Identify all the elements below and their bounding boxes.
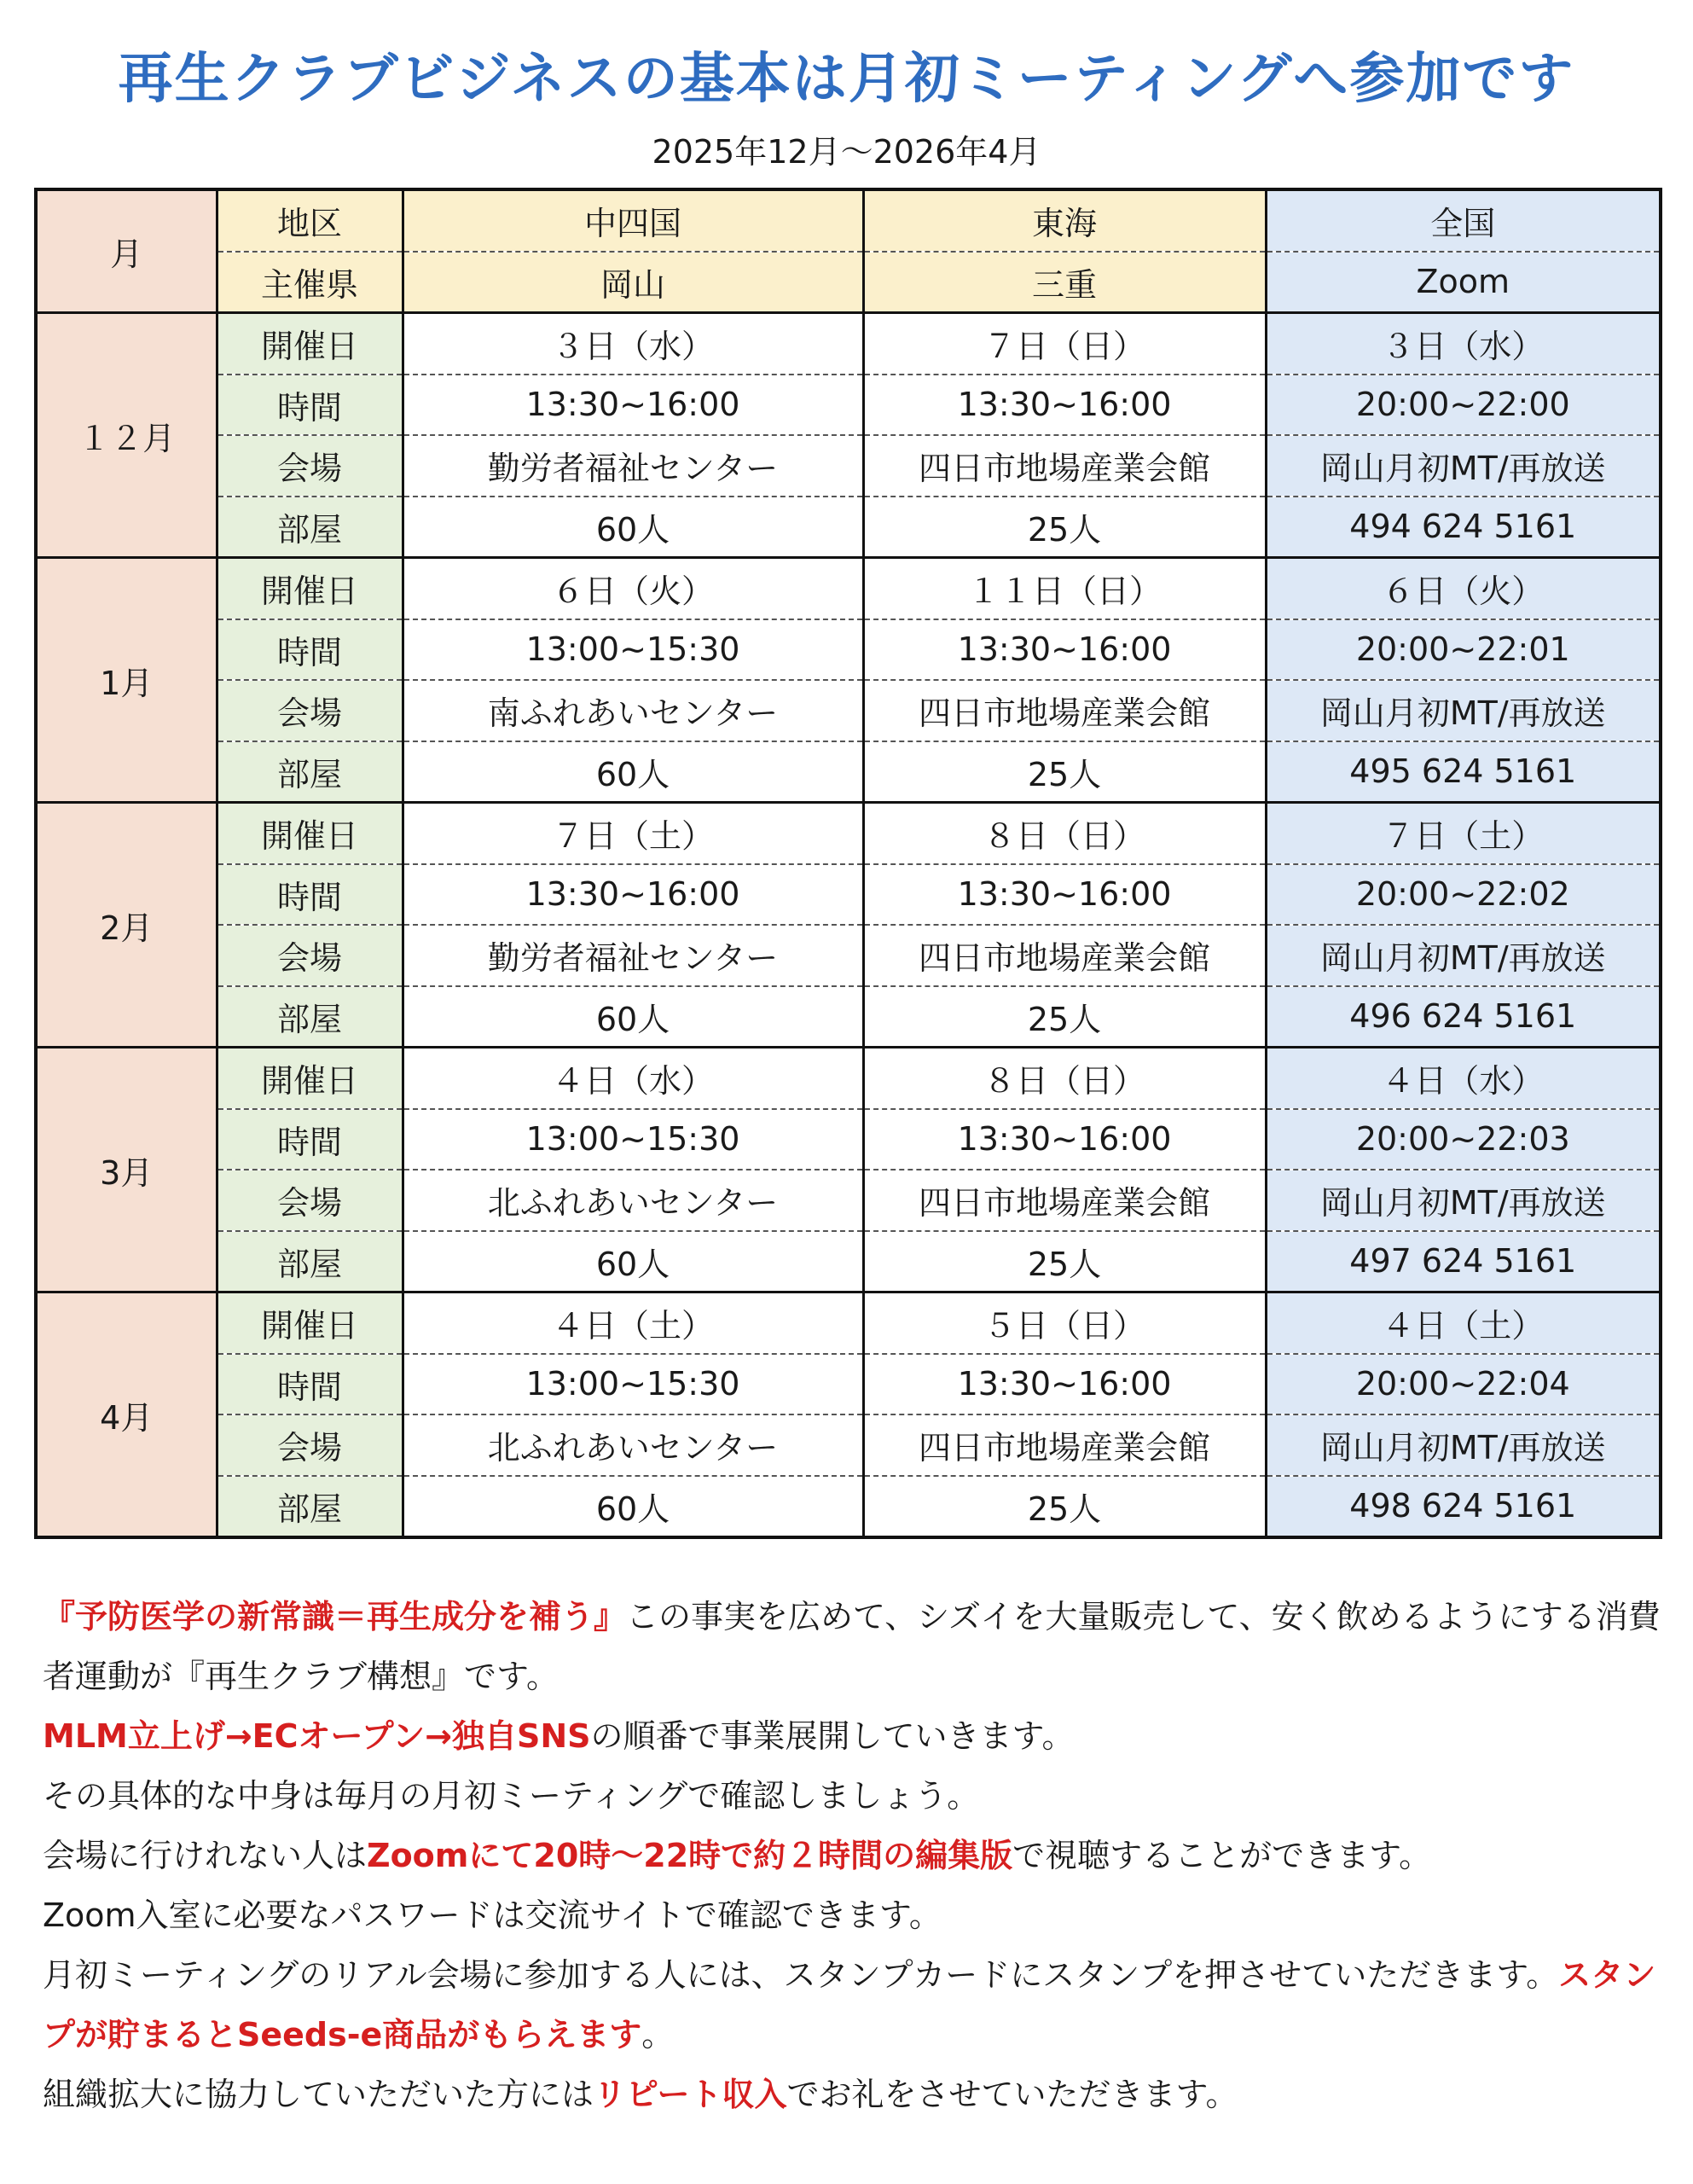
month-label: 2月 [36,803,217,1048]
venue-cell-national: 岡山月初MT/再放送 [1266,1414,1661,1476]
table-row [36,986,1661,1048]
date-cell-tokai: ８日（日） [863,1048,1266,1109]
notes-section [43,1587,1663,2124]
note-1 [43,1587,1663,1706]
table-row [36,435,1661,497]
time-cell-tokai: 13:30~16:00 [863,864,1266,926]
venue-cell-chushikoku: 北ふれあいセンター [403,1414,863,1476]
table-row [36,1292,1661,1354]
venue-cell-chushikoku: 北ふれあいセンター [403,1170,863,1231]
row-label-date: 開催日 [217,558,403,619]
date-cell-tokai: ５日（日） [863,1292,1266,1354]
date-cell-chushikoku: ６日（火） [403,558,863,619]
row-label-venue: 会場 [217,925,403,986]
room-cell-national: 494 624 5161 [1266,497,1661,558]
row-label-venue: 会場 [217,435,403,497]
table-row [36,1170,1661,1231]
date-cell-national: ６日（火） [1266,558,1661,619]
note-6-end: 。 [641,2016,675,2053]
time-cell-national: 20:00~22:02 [1266,864,1661,926]
venue-cell-tokai: 四日市地場産業会館 [863,925,1266,986]
table-row [36,741,1661,803]
note-6-text: 月初ミーティングのリアル会場に参加する人には、スタンプカードにスタンプを押させていただきます。 [43,1956,1559,1994]
room-cell-national: 495 624 5161 [1266,741,1661,803]
venue-cell-tokai: 四日市地場産業会館 [863,1414,1266,1476]
header-region-national: 全国 [1266,189,1661,252]
header-host-zoom: Zoom [1266,252,1661,313]
row-label-date: 開催日 [217,803,403,864]
header-region-chushikoku: 中四国 [403,189,863,252]
venue-cell-tokai: 四日市地場産業会館 [863,1170,1266,1231]
venue-cell-national: 岡山月初MT/再放送 [1266,1170,1661,1231]
time-cell-national: 20:00~22:04 [1266,1354,1661,1415]
row-label-room: 部屋 [217,986,403,1048]
row-label-room: 部屋 [217,497,403,558]
time-cell-tokai: 13:30~16:00 [863,1109,1266,1170]
table-row [36,864,1661,926]
row-label-room: 部屋 [217,1231,403,1292]
date-cell-chushikoku: ７日（土） [403,803,863,864]
row-label-room: 部屋 [217,741,403,803]
table-row [36,375,1661,436]
note-2-text: の順番で事業展開していきます。 [590,1717,1075,1755]
row-label-time: 時間 [217,1109,403,1170]
note-6-emphasis: スタンプが貯まるとSeeds-e商品がもらえます [43,1956,1656,2053]
venue-cell-tokai: 四日市地場産業会館 [863,680,1266,741]
date-cell-chushikoku: ３日（水） [403,313,863,375]
row-label-venue: 会場 [217,1414,403,1476]
month-label: 3月 [36,1048,217,1292]
note-1-emphasis: 『予防医学の新常識＝再生成分を補う』 [43,1598,627,1635]
venue-cell-national: 岡山月初MT/再放送 [1266,680,1661,741]
month-label: １２月 [36,313,217,558]
row-label-date: 開催日 [217,1292,403,1354]
row-label-venue: 会場 [217,1170,403,1231]
room-cell-chushikoku: 60人 [403,986,863,1048]
room-cell-national: 496 624 5161 [1266,986,1661,1048]
room-cell-tokai: 25人 [863,741,1266,803]
room-cell-chushikoku: 60人 [403,1476,863,1538]
note-4-emphasis: Zoomにて20時〜22時で約２時間の編集版 [367,1837,1013,1874]
venue-cell-chushikoku: 勤労者福祉センター [403,925,863,986]
time-cell-chushikoku: 13:30~16:00 [403,375,863,436]
header-host-okayama: 岡山 [403,252,863,313]
room-cell-tokai: 25人 [863,986,1266,1048]
date-cell-tokai: １１日（日） [863,558,1266,619]
venue-cell-chushikoku: 南ふれあいセンター [403,680,863,741]
header-region-tokai: 東海 [863,189,1266,252]
date-cell-tokai: ７日（日） [863,313,1266,375]
time-cell-chushikoku: 13:00~15:30 [403,1109,863,1170]
table-row [36,925,1661,986]
time-cell-national: 20:00~22:03 [1266,1109,1661,1170]
date-cell-national: ４日（水） [1266,1048,1661,1109]
note-5: Zoom入室に必要なパスワードは交流サイトで確認できます。 [43,1896,942,1934]
row-label-date: 開催日 [217,313,403,375]
table-row [36,803,1661,864]
room-cell-tokai: 25人 [863,1231,1266,1292]
month-label: 4月 [36,1292,217,1538]
note-7 [43,2065,1663,2124]
date-cell-tokai: ８日（日） [863,803,1266,864]
venue-cell-national: 岡山月初MT/再放送 [1266,435,1661,497]
table-row [36,619,1661,681]
note-2-emphasis: MLM立上げ→ECオープン→独自SNS [43,1717,591,1755]
table-row [36,1476,1661,1538]
note-7-text-a: 組織拡大に協力していただいた方には [43,2076,594,2113]
note-4-text-b: で視聴することができます。 [1012,1837,1432,1874]
header-host-label: 主催県 [217,252,403,313]
table-row [36,680,1661,741]
month-label: 1月 [36,558,217,803]
time-cell-national: 20:00~22:01 [1266,619,1661,681]
header-host-mie: 三重 [863,252,1266,313]
time-cell-chushikoku: 13:00~15:30 [403,619,863,681]
table-row [36,497,1661,558]
row-label-time: 時間 [217,864,403,926]
room-cell-national: 497 624 5161 [1266,1231,1661,1292]
time-cell-chushikoku: 13:30~16:00 [403,864,863,926]
note-3: その具体的な中身は毎月の月初ミーティングで確認しましょう。 [43,1777,980,1815]
table-row [36,558,1661,619]
date-cell-chushikoku: ４日（土） [403,1292,863,1354]
date-cell-chushikoku: ４日（水） [403,1048,863,1109]
date-cell-national: ７日（土） [1266,803,1661,864]
header-row-host [36,252,1661,313]
time-cell-tokai: 13:30~16:00 [863,619,1266,681]
page-title: 再生クラブビジネスの基本は月初ミーティングへ参加です [118,48,1575,111]
date-cell-national: ３日（水） [1266,313,1661,375]
room-cell-tokai: 25人 [863,497,1266,558]
table-row [36,1109,1661,1170]
room-cell-tokai: 25人 [863,1476,1266,1538]
header-region-label: 地区 [217,189,403,252]
table-row [36,313,1661,375]
room-cell-chushikoku: 60人 [403,1231,863,1292]
table-row [36,1231,1661,1292]
row-label-venue: 会場 [217,680,403,741]
room-cell-chushikoku: 60人 [403,741,863,803]
table-row [36,1414,1661,1476]
period-subtitle: 2025年12月〜2026年4月 [652,133,1041,171]
header-month: 月 [36,189,217,313]
note-4-text-a: 会場に行けれない人は [43,1837,368,1874]
date-cell-national: ４日（土） [1266,1292,1661,1354]
note-7-emphasis: リピート収入 [594,2076,787,2113]
note-1-text: この事実を広めて、シズイを大量販売して、安く飲めるようにする消費者運動が『再生クラブ構想』です。 [43,1598,1661,1695]
row-label-time: 時間 [217,375,403,436]
time-cell-chushikoku: 13:00~15:30 [403,1354,863,1415]
schedule-table [34,188,1662,1539]
venue-cell-national: 岡山月初MT/再放送 [1266,925,1661,986]
header-row-region [36,189,1661,252]
time-cell-national: 20:00~22:00 [1266,375,1661,436]
note-6 [43,1945,1663,2065]
table-row [36,1354,1661,1415]
time-cell-tokai: 13:30~16:00 [863,375,1266,436]
note-7-text-b: でお礼をさせていただきます。 [786,2076,1238,2113]
table-row [36,1048,1661,1109]
venue-cell-chushikoku: 勤労者福祉センター [403,435,863,497]
time-cell-tokai: 13:30~16:00 [863,1354,1266,1415]
row-label-room: 部屋 [217,1476,403,1538]
room-cell-chushikoku: 60人 [403,497,863,558]
room-cell-national: 498 624 5161 [1266,1476,1661,1538]
row-label-time: 時間 [217,619,403,681]
note-4 [43,1826,1663,1885]
venue-cell-tokai: 四日市地場産業会館 [863,435,1266,497]
note-2 [43,1706,1663,1766]
row-label-date: 開催日 [217,1048,403,1109]
row-label-time: 時間 [217,1354,403,1415]
